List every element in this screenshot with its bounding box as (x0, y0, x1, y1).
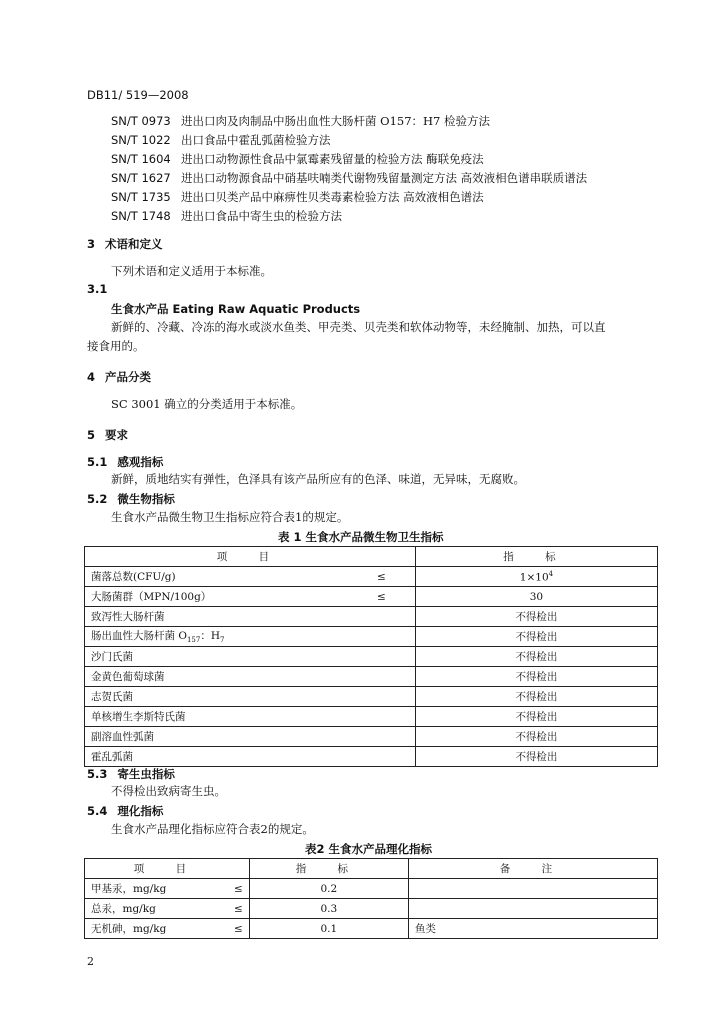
section-title: 感观指标 (117, 455, 164, 469)
column-header-index: 指 标 (249, 859, 408, 879)
section-number: 5.4 (87, 804, 108, 818)
table-row (85, 627, 658, 647)
table-header-row (85, 547, 658, 567)
section-number: 4 (87, 370, 96, 384)
reference-list (111, 112, 587, 226)
section-5-4-heading (87, 803, 163, 819)
operator: ≤ (377, 571, 386, 583)
subsection-3-1-number: 3.1 (87, 282, 108, 296)
value-cell: 不得检出 (415, 727, 657, 747)
term-definition-line-1: 新鲜的、冷藏、冷冻的海水或淡水鱼类、甲壳类、贝壳类和软体动物等，未经腌制、加热，可以直 (111, 320, 606, 334)
column-header-item: 项 目 (85, 547, 416, 567)
value-cell: 30 (415, 587, 657, 607)
section-number: 3 (87, 237, 96, 251)
section-3-intro: 下列术语和定义适用于本标准。 (111, 264, 272, 278)
section-title: 微生物指标 (117, 492, 175, 506)
item-cell: 致泻性大肠杆菌 (85, 607, 416, 627)
section-number: 5 (87, 428, 96, 442)
value-cell: $1\times 10^4$ (415, 567, 657, 587)
term-definition-line-2: 接食用的。 (87, 339, 145, 353)
section-5-1-heading (87, 454, 163, 470)
note-cell (408, 879, 657, 899)
table-header-row (85, 859, 658, 879)
table-row (85, 667, 658, 687)
value-cell: 不得检出 (415, 747, 657, 767)
value-cell: 不得检出 (415, 687, 657, 707)
reference-item (111, 169, 587, 188)
section-4-text: SC 3001 确立的分类适用于本标准。 (111, 397, 303, 411)
operator: ≤ (234, 883, 243, 895)
reference-code: SN/T 1022 (111, 133, 171, 147)
value-cell: 不得检出 (415, 707, 657, 727)
reference-item (111, 131, 587, 150)
section-title: 术语和定义 (105, 237, 163, 251)
reference-code: SN/T 1735 (111, 190, 171, 204)
section-5-2-text: 生食水产品微生物卫生指标应符合表1的规定。 (111, 510, 349, 524)
item-cell: 霍乱弧菌 (85, 747, 416, 767)
table-row (85, 899, 658, 919)
section-title: 要求 (105, 428, 129, 442)
reference-title: 进出口动物源性食品中氯霉素残留量的检验方法 酶联免疫法 (181, 152, 484, 166)
table-row (85, 647, 658, 667)
section-title: 寄生虫指标 (117, 767, 175, 781)
value-cell: 0.1 (249, 919, 408, 939)
reference-code: SN/T 1627 (111, 171, 171, 185)
operator: ≤ (234, 903, 243, 915)
reference-title: 进出口食品中寄生虫的检验方法 (181, 209, 342, 223)
item-cell: 无机砷，mg/kg ≤ (85, 919, 250, 939)
column-header-item: 项 目 (85, 859, 250, 879)
note-cell: 鱼类 (408, 919, 657, 939)
section-number: 5.1 (87, 455, 108, 469)
section-5-2-heading (87, 491, 175, 507)
reference-code: SN/T 1604 (111, 152, 171, 166)
value-cell: 不得检出 (415, 607, 657, 627)
section-title: 产品分类 (105, 370, 152, 384)
reference-item (111, 207, 587, 226)
reference-title: 进出口动物源食品中硝基呋喃类代谢物残留量测定方法 高效液相色谱串联质谱法 (181, 171, 588, 185)
table-row (85, 879, 658, 899)
table-row (85, 587, 658, 607)
reference-title: 进出口肉及肉制品中肠出血性大肠杆菌 O157：H7 检验方法 (181, 114, 491, 128)
value-cell: 不得检出 (415, 627, 657, 647)
section-3-heading (87, 236, 163, 252)
note-cell (408, 899, 657, 919)
item-cell: 志贺氏菌 (85, 687, 416, 707)
microbial-table (84, 546, 658, 767)
table-1-caption: 表 1 生食水产品微生物卫生指标 (278, 530, 444, 544)
item-cell: 菌落总数(CFU/g) ≤ (85, 567, 416, 587)
table-row (85, 727, 658, 747)
table-row (85, 567, 658, 587)
item-cell: 总汞，mg/kg ≤ (85, 899, 250, 919)
section-5-4-text: 生食水产品理化指标应符合表2的规定。 (111, 822, 314, 836)
value-cell: 0.3 (249, 899, 408, 919)
table-row (85, 687, 658, 707)
item-cell: 金黄色葡萄球菌 (85, 667, 416, 687)
section-5-3-heading (87, 766, 175, 782)
reference-code: SN/T 1748 (111, 209, 171, 223)
section-number: 5.3 (87, 767, 108, 781)
page-number: 2 (87, 955, 94, 968)
reference-code: SN/T 0973 (111, 114, 171, 128)
column-header-index: 指 标 (415, 547, 657, 567)
value-cell: 不得检出 (415, 647, 657, 667)
reference-item (111, 112, 587, 131)
reference-title: 进出口贝类产品中麻痹性贝类毒素检验方法 高效液相色谱法 (181, 190, 484, 204)
section-5-3-text: 不得检出致病寄生虫。 (111, 784, 226, 798)
value-cell: 不得检出 (415, 667, 657, 687)
document-id: DB11/ 519—2008 (87, 88, 189, 102)
item-cell: 单核增生李斯特氏菌 (85, 707, 416, 727)
section-title: 理化指标 (117, 804, 164, 818)
physicochemical-table (84, 858, 658, 939)
table-row (85, 707, 658, 727)
reference-item (111, 150, 587, 169)
reference-title: 出口食品中霍乱弧菌检验方法 (181, 133, 331, 147)
table-row (85, 607, 658, 627)
operator: ≤ (234, 923, 243, 935)
section-number: 5.2 (87, 492, 108, 506)
section-5-heading (87, 427, 128, 443)
term-name: 生食水产品 Eating Raw Aquatic Products (111, 302, 361, 316)
section-4-heading (87, 369, 151, 385)
reference-item (111, 188, 587, 207)
section-5-1-text: 新鲜，质地结实有弹性，色泽具有该产品所应有的色泽、味道，无异味，无腐败。 (111, 472, 525, 486)
item-cell: 甲基汞，mg/kg ≤ (85, 879, 250, 899)
table-row (85, 919, 658, 939)
item-cell: 肠出血性大肠杆菌 $O_{157}$：$H_7$ (85, 627, 416, 647)
item-cell: 大肠菌群（MPN/100g） ≤ (85, 587, 416, 607)
table-2-caption: 表2 生食水产品理化指标 (305, 842, 433, 856)
value-cell: 0.2 (249, 879, 408, 899)
operator: ≤ (377, 591, 386, 603)
table-row (85, 747, 658, 767)
item-cell: 沙门氏菌 (85, 647, 416, 667)
item-cell: 副溶血性弧菌 (85, 727, 416, 747)
column-header-note: 备 注 (408, 859, 657, 879)
